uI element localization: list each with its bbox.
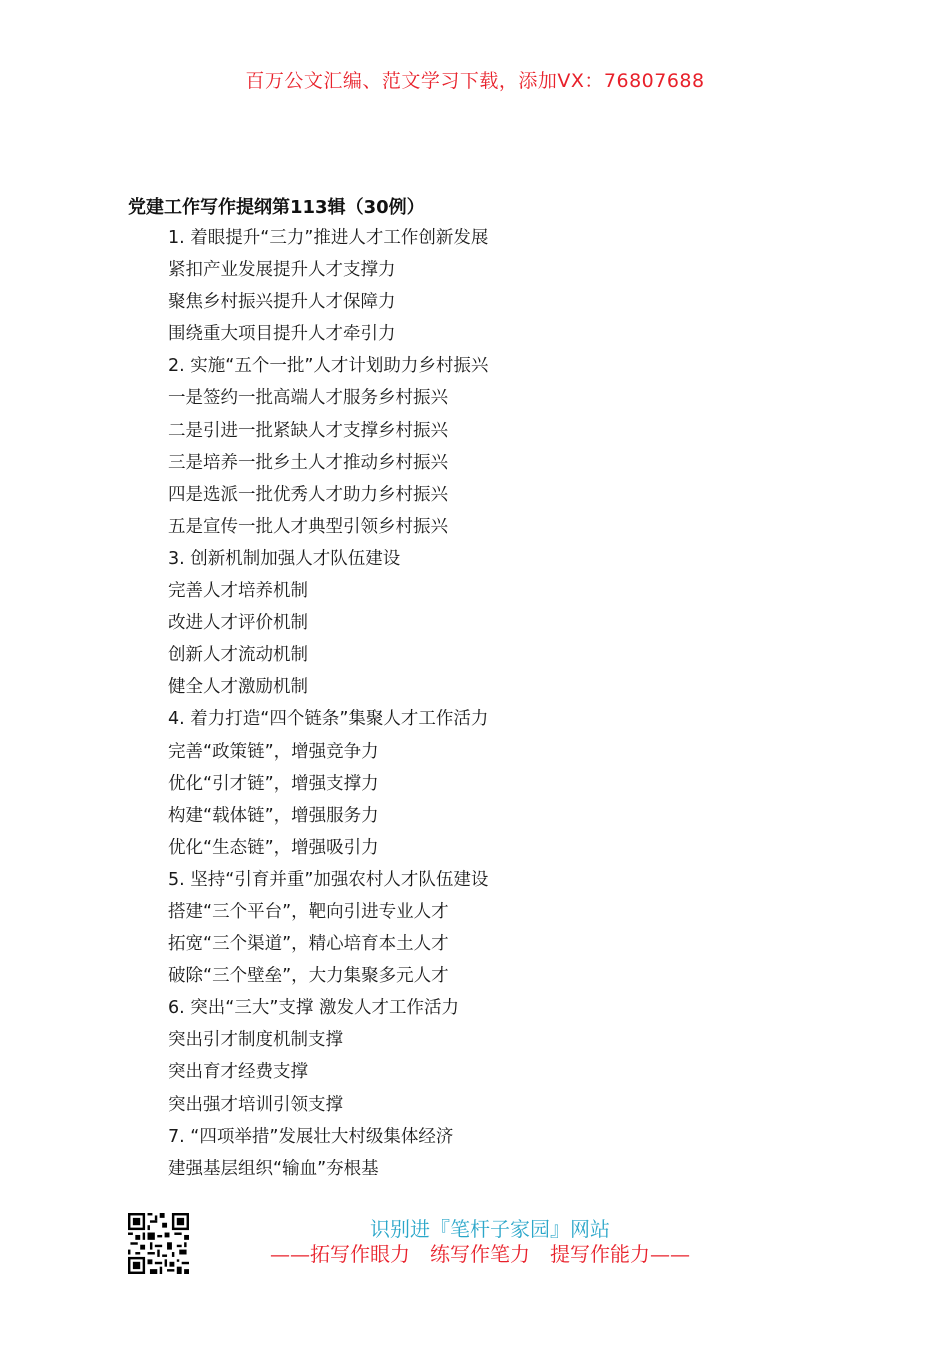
outline-line: 6. 突出“三大”支撑 激发人才工作活力 (168, 998, 459, 1019)
outline-line: 围绕重大项目提升人才牵引力 (168, 324, 396, 345)
outline-line: 突出引才制度机制支撑 (168, 1030, 343, 1051)
outline-line: 紧扣产业发展提升人才支撑力 (168, 260, 396, 281)
outline-line: 五是宣传一批人才典型引领乡村振兴 (168, 516, 448, 537)
outline-line: 2. 实施“五个一批”人才计划助力乡村振兴 (168, 356, 489, 377)
outline-line: 构建“载体链”，增强服务力 (168, 805, 379, 826)
outline-line: 完善人才培养机制 (168, 581, 308, 602)
outline-line: 突出育才经费支撑 (168, 1062, 308, 1083)
outline-line: 健全人才激励机制 (168, 677, 308, 698)
outline-line: 拓宽“三个渠道”，精心培育本土人才 (168, 934, 449, 955)
outline-line: 四是选派一批优秀人才助力乡村振兴 (168, 484, 448, 505)
outline-line: 建强基层组织“输血”夯根基 (168, 1158, 379, 1179)
header-banner: 百万公文汇编、范文学习下载，添加VX：76807688 (245, 70, 705, 92)
outline-line: 搭建“三个平台”，靶向引进专业人才 (168, 901, 449, 922)
footer-slogan-line: ——拓写作眼力 练写作笔力 提写作能力—— (270, 1242, 690, 1266)
outline-line: 优化“生态链”，增强吸引力 (168, 837, 379, 858)
outline-line: 优化“引才链”，增强支撑力 (168, 773, 379, 794)
outline-line: 二是引进一批紧缺人才支撑乡村振兴 (168, 420, 448, 441)
document-title: 党建工作写作提纲第113辑（30例） (128, 197, 425, 218)
outline-line: 4. 着力打造“四个链条”集聚人才工作活力 (168, 709, 489, 730)
outline-list (168, 222, 488, 1185)
outline-line: 7. “四项举措”发展壮大村级集体经济 (168, 1126, 454, 1147)
outline-line: 1. 着眼提升“三力”推进人才工作创新发展 (168, 228, 489, 248)
outline-line: 5. 坚持“引育并重”加强农村人才队伍建设 (168, 869, 489, 890)
outline-line: 完善“政策链”，增强竞争力 (168, 741, 379, 762)
outline-line: 破除“三个壁垒”，大力集聚多元人才 (168, 966, 449, 987)
outline-line: 3. 创新机制加强人才队伍建设 (168, 548, 401, 569)
qr-code-icon (128, 1213, 189, 1274)
outline-line: 创新人才流动机制 (168, 645, 308, 666)
outline-line: 一是签约一批高端人才服务乡村振兴 (168, 388, 448, 409)
outline-line: 突出强才培训引领支撑 (168, 1094, 343, 1115)
outline-line: 三是培养一批乡土人才推动乡村振兴 (168, 452, 448, 473)
outline-line: 聚焦乡村振兴提升人才保障力 (168, 292, 396, 313)
footer-website-line: 识别进『笔杆子家园』网站 (370, 1217, 610, 1241)
outline-line: 改进人才评价机制 (168, 613, 308, 634)
